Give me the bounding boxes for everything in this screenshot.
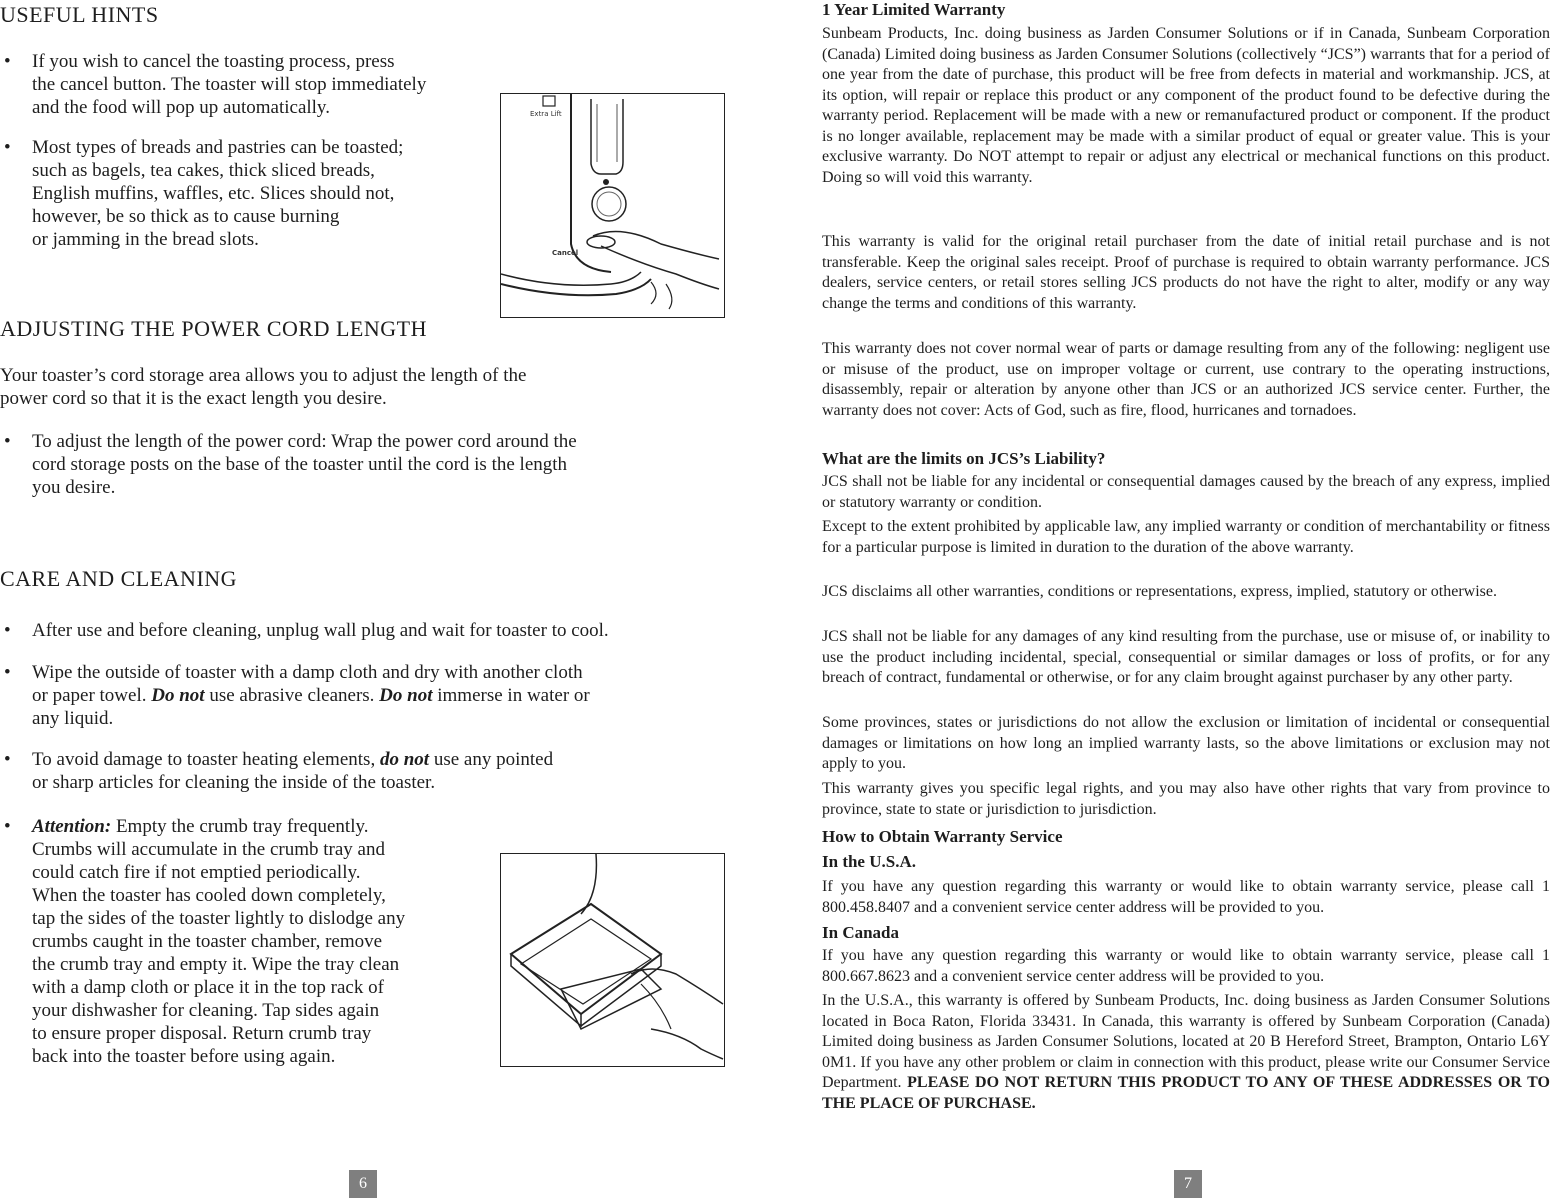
care-line: To avoid damage to toaster heating elements, do not use any pointed	[32, 749, 554, 770]
do-not-return-notice: PLEASE DO NOT RETURN THIS PRODUCT TO ANY OF THESE ADDRESSES OR TO THE PLACE OF PURCHASE.	[822, 1074, 1550, 1112]
cancel-label: Cancel	[552, 249, 579, 257]
service-heading: How to Obtain Warranty Service	[822, 827, 1063, 846]
usa-heading: In the U.S.A.	[822, 852, 916, 871]
hint-line: English muffins, waffles, etc. Slices should not,	[32, 183, 395, 204]
left-page	[0, 0, 740, 1199]
hint-line: the cancel button. The toaster will stop immediately	[32, 74, 427, 95]
crumb-tray-illustration	[500, 853, 725, 1067]
care-line: or paper towel. Do not use abrasive cleaners. Do not immerse in water or	[32, 685, 590, 706]
warranty-para-usa: If you have any question regarding this warranty or would like to obtain warranty service, please call 1 800.458.8407 and a convenient service center address will be provided to you.	[822, 878, 1550, 916]
warranty-para-5: Except to the extent prohibited by applicable law, any implied warranty or condition of merchantability or fitness for a particular purpose is limited in duration to the duration of the above warranty.	[822, 518, 1550, 556]
warranty-para-8: Some provinces, states or jurisdictions do not allow the exclusion or limitation of incidental or consequential damages or limitations on how long an implied warranty lasts, so the above limitations or exclusion may not apply to you.	[822, 714, 1550, 772]
liability-heading: What are the limits on JCS’s Liability?	[822, 449, 1106, 468]
toaster-cancel-drawing	[501, 94, 724, 317]
warranty-para-1: Sunbeam Products, Inc. doing business as Jarden Consumer Solutions or if in Canada, Sunbeam Corporation (Canada) Limited doing business as Jarden Consumer Solutions (collectively “JCS”) warrants that for a period of one year from the date of purchase, this product will be free from defects in material and workmanship. JCS, at its option, will repair or replace this product or any component of the product found to be defective during the warranty period. Replacement will be made with a new or remanufactured product or component. If the product is no longer available, replacement may be made with a similar product of equal or greater value. This is your exclusive warranty. Do NOT attempt to repair or adjust any electrical or mechanical functions on this product. Doing so will void this warranty.	[822, 25, 1550, 186]
power-cord-bullet: • To adjust the length of the power cord: Wrap the power cord around the cord storage posts on the base of the toaster until the cord is the length you desire.	[4, 431, 577, 498]
care-bullet-unplug: • After use and before cleaning, unplug wall plug and wait for toaster to cool.	[4, 620, 609, 641]
care-line: the crumb tray and empty it. Wipe the tray clean	[32, 954, 400, 975]
page-number-7: 7	[1174, 1170, 1202, 1198]
useful-hints-heading: USEFUL HINTS	[0, 2, 159, 27]
crumb-tray-drawing	[501, 854, 724, 1066]
hint-line: and the food will pop up automatically.	[32, 97, 330, 118]
care-cleaning-heading: CARE AND CLEANING	[0, 566, 238, 591]
cancel-button-illustration	[500, 93, 725, 318]
care-line: Crumbs will accumulate in the crumb tray and	[32, 839, 385, 860]
power-cord-heading: ADJUSTING THE POWER CORD LENGTH	[0, 316, 427, 341]
cord-line: To adjust the length of the power cord: Wrap the power cord around the	[32, 431, 577, 452]
warranty-para-3: This warranty does not cover normal wear of parts or damage resulting from any of the following: negligent use or misuse of the product, use on improper voltage or current, use contrary to the operating instructions, disassembly, repair or alteration by anyone other than JCS or an authorized JCS service center. Further, the warranty does not cover: Acts of God, such as fire, flood, hurricanes and tornadoes.	[822, 340, 1550, 419]
care-line: crumbs caught in the toaster chamber, remove	[32, 931, 383, 952]
hint-line: Most types of breads and pastries can be toasted;	[32, 137, 404, 158]
care-line: After use and before cleaning, unplug wall plug and wait for toaster to cool.	[32, 620, 609, 641]
hint-line: however, be so thick as to cause burning	[32, 206, 340, 227]
care-line: or sharp articles for cleaning the inside of the toaster.	[32, 772, 436, 793]
warranty-para-4: JCS shall not be liable for any incidental or consequential damages caused by the breach of any express, implied or statutory warranty or condition.	[822, 473, 1550, 511]
care-line: Wipe the outside of toaster with a damp cloth and dry with another cloth	[32, 662, 583, 683]
extra-lift-label: Extra Lift	[530, 110, 562, 118]
care-line: back into the toaster before using again.	[32, 1046, 336, 1067]
right-page	[822, 0, 1550, 1199]
care-line: with a damp cloth or place it in the top rack of	[32, 977, 384, 998]
warranty-para-canada: If you have any question regarding this warranty or would like to obtain warranty service, please call 1 800.667.8623 and a convenient service center address will be provided to you.	[822, 947, 1550, 985]
care-line: tap the sides of the toaster lightly to dislodge any	[32, 908, 406, 929]
hint-line: or jamming in the bread slots.	[32, 229, 259, 250]
care-bullet-wipe: • Wipe the outside of toaster with a damp cloth and dry with another cloth or paper towel. Do not use abrasive cleaners. Do not immerse in water or any liquid.	[4, 662, 590, 729]
page-number-6: 6	[349, 1170, 377, 1198]
intro-line: Your toaster’s cord storage area allows you to adjust the length of the	[0, 365, 527, 386]
warranty-para-offer: In the U.S.A., this warranty is offered by Sunbeam Products, Inc. doing business as Jarden Consumer Solutions located in Boca Raton, Florida 33431. In Canada, this warranty is offered by Sunbeam Corporation (Canada) Limited doing business as Jarden Consumer Solutions, located at 20 B Hereford Street, Brampton, Ontario L6Y 0M1. If you have any other problem or claim in connection with this product, please write our Consumer Service Department. PLEASE DO NOT RETURN THIS PRODUCT TO ANY OF THESE ADDRESSES OR TO THE PLACE OF PURCHASE.	[822, 992, 1550, 1112]
care-line: your dishwasher for cleaning. Tap sides again	[32, 1000, 380, 1021]
warranty-para-6: JCS disclaims all other warranties, conditions or representations, express, implied, statutory or otherwise.	[822, 583, 1497, 600]
warranty-para-9: This warranty gives you specific legal rights, and you may also have other rights that vary from province to province, state to state or jurisdiction to jurisdiction.	[822, 780, 1550, 818]
care-line: could catch fire if not emptied periodically.	[32, 862, 361, 883]
care-line: When the toaster has cooled down completely,	[32, 885, 386, 906]
warranty-title: 1 Year Limited Warranty	[822, 0, 1006, 19]
hint-line: such as bagels, tea cakes, thick sliced breads,	[32, 160, 375, 181]
care-bullet-elements: • To avoid damage to toaster heating elements, do not use any pointed or sharp articles for cleaning the inside of the toaster.	[4, 749, 554, 793]
canada-heading: In Canada	[822, 923, 900, 942]
intro-line: power cord so that it is the exact length you desire.	[0, 388, 387, 409]
care-line: any liquid.	[32, 708, 114, 729]
cord-line: cord storage posts on the base of the toaster until the cord is the length	[32, 454, 568, 475]
care-line: Attention: Empty the crumb tray frequently.	[32, 816, 369, 837]
care-line: to ensure proper disposal. Return crumb tray	[32, 1023, 372, 1044]
power-cord-intro	[0, 364, 700, 410]
hint-line: If you wish to cancel the toasting process, press	[32, 51, 395, 72]
care-bullet-crumb-tray: • Attention: Empty the crumb tray frequently. Crumbs will accumulate in the crumb tray and could catch fire if not emptied periodically. When the toaster has cooled down completely, tap the sides of the toaster lightly to dislodge any crumbs caught in the toaster chamber, remove the crumb tray and empty it. Wipe the tray clean with a damp cloth or place it in the top rack of your dishwasher for cleaning. Tap sides again to ensure proper disposal. Return crumb tray back into the toaster before using again.	[4, 816, 406, 1067]
cord-line: you desire.	[32, 477, 116, 498]
hint-bullet-breads: • Most types of breads and pastries can be toasted; such as bagels, tea cakes, thick sliced breads, English muffins, waffles, etc. Slices should not, however, be so thick as to cause burning or jamming in the bread slots.	[4, 137, 404, 250]
hint-bullet-cancel: • If you wish to cancel the toasting process, press the cancel button. The toaster will stop immediately and the food will pop up automatically.	[4, 51, 427, 118]
warranty-para-7: JCS shall not be liable for any damages of any kind resulting from the purchase, use or misuse of, or inability to use the product including incidental, special, consequential or similar damages or loss of profits, or for any breach of contract, fundamental or otherwise, or for any claim brought against purchaser by any other party.	[822, 628, 1550, 686]
warranty-para-2: This warranty is valid for the original retail purchaser from the date of initial retail purchase and is not transferable. Keep the original sales receipt. Proof of purchase is required to obtain warranty performance. JCS dealers, service centers, or retail stores selling JCS products do not have the right to alter, modify or any way change the terms and conditions of this warranty.	[822, 233, 1550, 312]
